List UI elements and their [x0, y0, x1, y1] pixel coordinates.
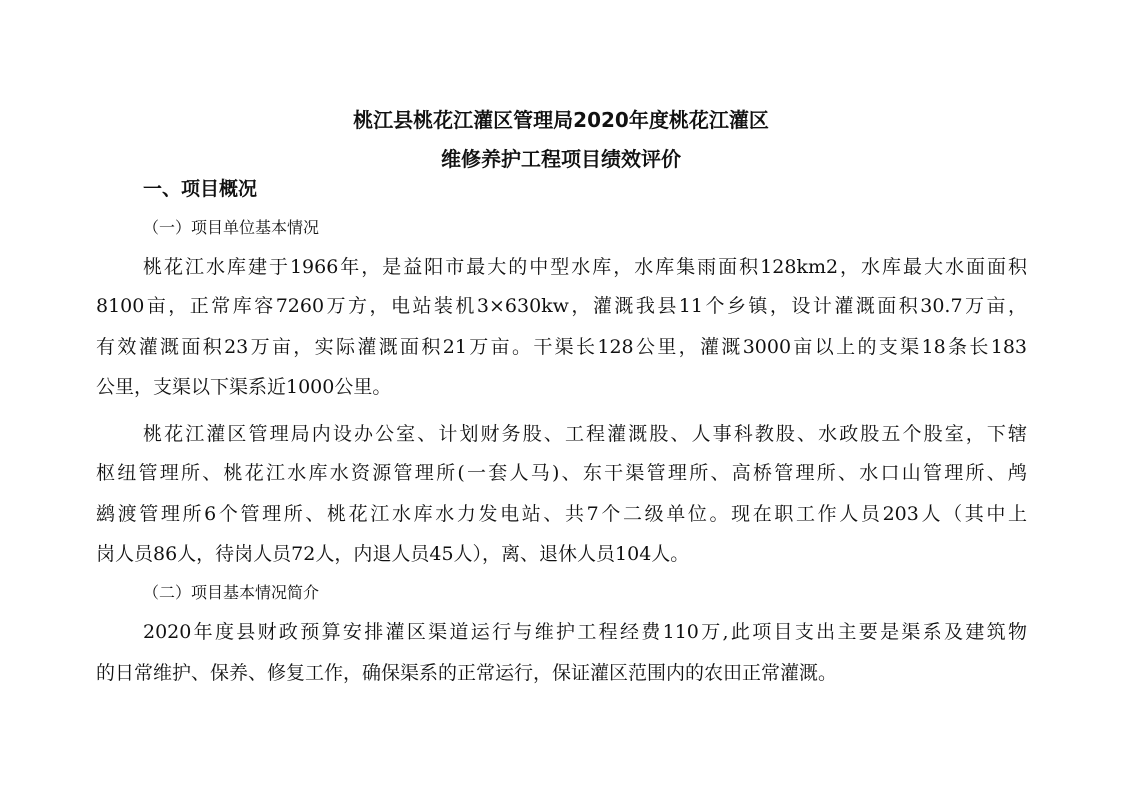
paragraph-line: 岗人员86人，待岗人员72人，内退人员45人），离、退休人员104人。	[96, 543, 690, 565]
paragraph-line: 的日常维护、保养、修复工作，确保渠系的正常运行，保证灌区范围内的农田正常灌溉。	[96, 662, 838, 684]
subsection-heading-unit-info: （一）项目单位基本情况	[143, 218, 320, 237]
paragraph-line: 桃花江水库建于1966年，是益阳市最大的中型水库，水库集雨面积128km2，水库最大水面面积	[143, 256, 1027, 278]
section-heading-overview: 一、项目概况	[143, 178, 258, 200]
document-title-line-2: 维修养护工程项目绩效评价	[441, 147, 681, 171]
document-title-line-1: 桃江县桃花江灌区管理局2020年度桃花江灌区	[353, 108, 769, 132]
subsection-heading-project-summary: （二）项目基本情况简介	[143, 583, 320, 602]
paragraph-line: 公里，支渠以下渠系近1000公里。	[96, 376, 392, 398]
paragraph-line: 桃花江灌区管理局内设办公室、计划财务股、工程灌溉股、人事科教股、水政股五个股室，下辖	[143, 423, 1027, 445]
paragraph-line: 8100亩，正常库容7260万方，电站装机3×630kw，灌溉我县11个乡镇，设计灌溉面积30.7万亩，	[96, 295, 1027, 317]
paragraph-line: 枢纽管理所、桃花江水库水资源管理所(一套人马)、东干渠管理所、高桥管理所、水口山管理所、鸬	[96, 462, 1027, 484]
paragraph-line: 有效灌溉面积23万亩，实际灌溉面积21万亩。干渠长128公里，灌溉3000亩以上的支渠18条长183	[96, 336, 1027, 358]
paragraph-line: 鹚渡管理所6个管理所、桃花江水库水力发电站、共7个二级单位。现在职工作人员203人（其中上	[96, 503, 1027, 525]
paragraph-line: 2020年度县财政预算安排灌区渠道运行与维护工程经费110万,此项目支出主要是渠系及建筑物	[143, 621, 1027, 643]
